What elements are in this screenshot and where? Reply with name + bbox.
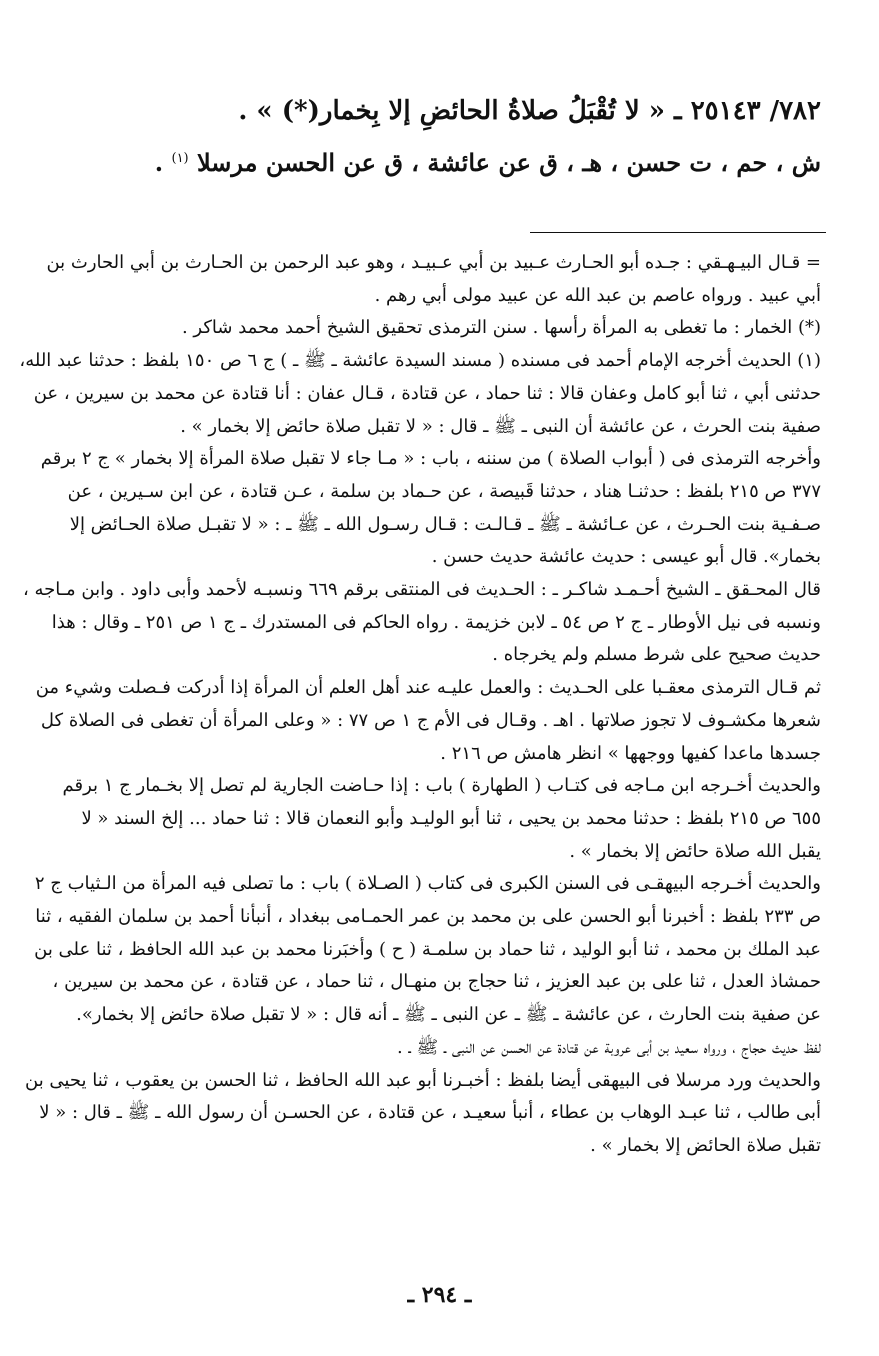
- footnote-line: حدثنى أبي ، ثنا أبو كامل وعفان قالا : ثنا حماد ، عن قتادة ، قـال عفان : أنا قتادة عن محمد بن سيرين ، عن: [33, 382, 821, 404]
- footnotes-block: [19, 247, 821, 1163]
- footnote-line: ٦٥٥ ص ٢١٥ بلفظ : حدثنا محمد بن يحيى ، ثنا أبو الوليـد وأبو النعمان قالا : ثنا حماد ... إلخ السند « لا: [81, 807, 821, 829]
- footnote-line: أبى طالب ، ثنا عبـد الوهاب بن عطاء ، أنبأ سعيـد ، عن قتادة ، عن الحسـن أن رسول الله ـ ﷺ ـ قال : « لا: [39, 1102, 821, 1124]
- footnote-line: (*) الخمار : ما تغطى به المرأة رأسها . سنن الترمذى تحقيق الشيخ أحمد محمد شاكر .: [181, 317, 821, 339]
- footnote-line: حمشاذ العدل ، ثنا على بن عبد العزيز ، ثنا حجاج بن منهـال ، ثنا حماد ، عن قتادة ، عن محمد بن سيرين ،: [52, 971, 821, 993]
- sources-text: ش ، حم ، ت حسن ، هـ ، ق عن عائشة ، ق عن الحسن مرسلا: [196, 148, 821, 177]
- footnote-line: ثم قـال الترمذى معقـبا على الحـديث : والعمل عليـه عند أهل العلم أن المرأة إذا أدركت فـصلت وشيء من: [35, 677, 821, 699]
- footnote-line: ونسبه فى نيل الأوطار ـ ج ٢ ص ٥٤ ـ لابن خزيمة . رواه الحاكم فى المستدرك ـ ج ١ ص ٢٥١ ـ وقال : هذا: [51, 611, 821, 633]
- hadith-sources: [60, 136, 821, 186]
- footnote-line: (١) الحديث أخرجه الإمام أحمد فى مسنده ( مسند السيدة عائشة ـ ﷺ ـ ) ج ٦ ص ١٥٠ بلفظ : حدثنا عبد الله،: [19, 350, 821, 372]
- footnote-line: تقبل صلاة الحائض إلا بخمار » .: [590, 1134, 821, 1156]
- footnote-line: بخمار». قال أبو عيسى : حديث عائشة حديث حسن .: [431, 546, 821, 568]
- page-number: ـ ٢٩٤ ـ: [407, 1282, 472, 1308]
- footnote-line: أبي عبيد . ورواه عاصم بن عبد الله عن عبيد مولى أبي رهم .: [374, 284, 821, 306]
- sources-end: .: [154, 148, 172, 177]
- footnote-line: والحديث ورد مرسلا فى البيهقى أيضا بلفظ : أخبـرنا أبو عبد الله الحافظ ، ثنا الحسن بن يعقوب ، ثنا يحيى بن: [25, 1069, 821, 1091]
- footnote-line: عن صفية بنت الحارث ، عن عائشة ـ ﷺ ـ عن النبى ـ ﷺ ـ أنه قال : « لا تقبل صلاة حائض إلا بخمار».: [76, 1004, 821, 1026]
- footnote-line: وأخرجه الترمذى فى ( أبواب الصلاة ) من سننه ، باب : « مـا جاء لا تقبل صلاة المرأة إلا بخمار » ج ٢ برقم: [40, 448, 821, 470]
- footnote-line: = قـال البيـهـقي : جـده أبو الحـارث عـبيد بن أبي عـبيـد ، وهو عبد الرحمن بن الحـارث بن أبي الحارث بن: [46, 252, 821, 273]
- footnote-line: شعرها مكشـوف لا تجوز صلاتها . اهـ . وقـال فى الأم ج ١ ص ٧٧ : « وعلى المرأة أن تغطى فى الصلاة كل: [40, 709, 821, 731]
- footnote-line: ٣٧٧ ص ٢١٥ بلفظ : حدثنـا هناد ، حدثنا قَبيصة ، عن حـماد بن سلمة ، عـن قتادة ، عن ابن سـيرين ، عن: [67, 480, 821, 502]
- footnote-line: جسدها ماعدا كفيها ووجهها » انظر هامش ص ٢١٦ .: [440, 742, 821, 764]
- footnote-line: قال المحـقق ـ الشيخ أحـمـد شاكـر ـ : الحـديث فى المنتقى برقم ٦٦٩ ونسبـه لأحمد وأبى داود . وابن مـاجه ،: [22, 579, 821, 601]
- hadith-text: ٧٨٢/ ٢٥١٤٣ ـ « لا تُقْبَلُ صلاةُ الحائضِ إلا بِخمار(*) » .: [238, 96, 821, 126]
- footnote-line: صفية بنت الحرث ، عن عائشة أن النبى ـ ﷺ ـ قال : « لا تقبل صلاة حائض إلا بخمار » .: [180, 415, 821, 437]
- footnote-marker: (١): [171, 151, 189, 166]
- footnote-line: لفظ حديث حجاج ، ورواه سعيد بن أبى عروبة عن قتادة عن الحسن عن النبى ـ ﷺ ـ .: [397, 1036, 821, 1058]
- footnote-line: عبد الملك بن محمد ، ثنا أبو الوليد ، ثنا حماد بن سلمـة ( ح ) وأخبَرنا محمد بن عبد الله الحافظ ، ثنا على بن: [34, 938, 821, 960]
- footnote-line: والحديث أخـرجه ابن مـاجه فى كتـاب ( الطهارة ) باب : إذا حـاضت الجارية لم تصل إلا بخـمار ج ١ برقم: [62, 775, 821, 797]
- footnote-line: والحديث أخـرجه البيهقـى فى السنن الكبرى فى كتاب ( الصـلاة ) باب : ما تصلى فيه المرأة من الـثياب ج ٢: [34, 873, 821, 895]
- footnote-line: حديث صحيح على شرط مسلم ولم يخرجاه .: [492, 644, 821, 666]
- footnote-line: يقبل الله صلاة حائض إلا بخمار » .: [569, 840, 821, 862]
- footnote-line: صـفـية بنت الحـرث ، عن عـائشة ـ ﷺ ـ قـالـت : قـال رسـول الله ـ ﷺ ـ : « لا تقبـل صلاة الحـائض إلا: [69, 513, 821, 535]
- hadith-entry: [60, 88, 821, 186]
- footnote-line: ص ٢٣٣ بلفظ : أخبرنا أبو الحسن على بن محمد بن عمر الحمـامى ببغداد ، أنبأنا أحمد بن سلمان الفقيه ، ثنا: [35, 906, 821, 928]
- footnote-divider: [530, 232, 826, 233]
